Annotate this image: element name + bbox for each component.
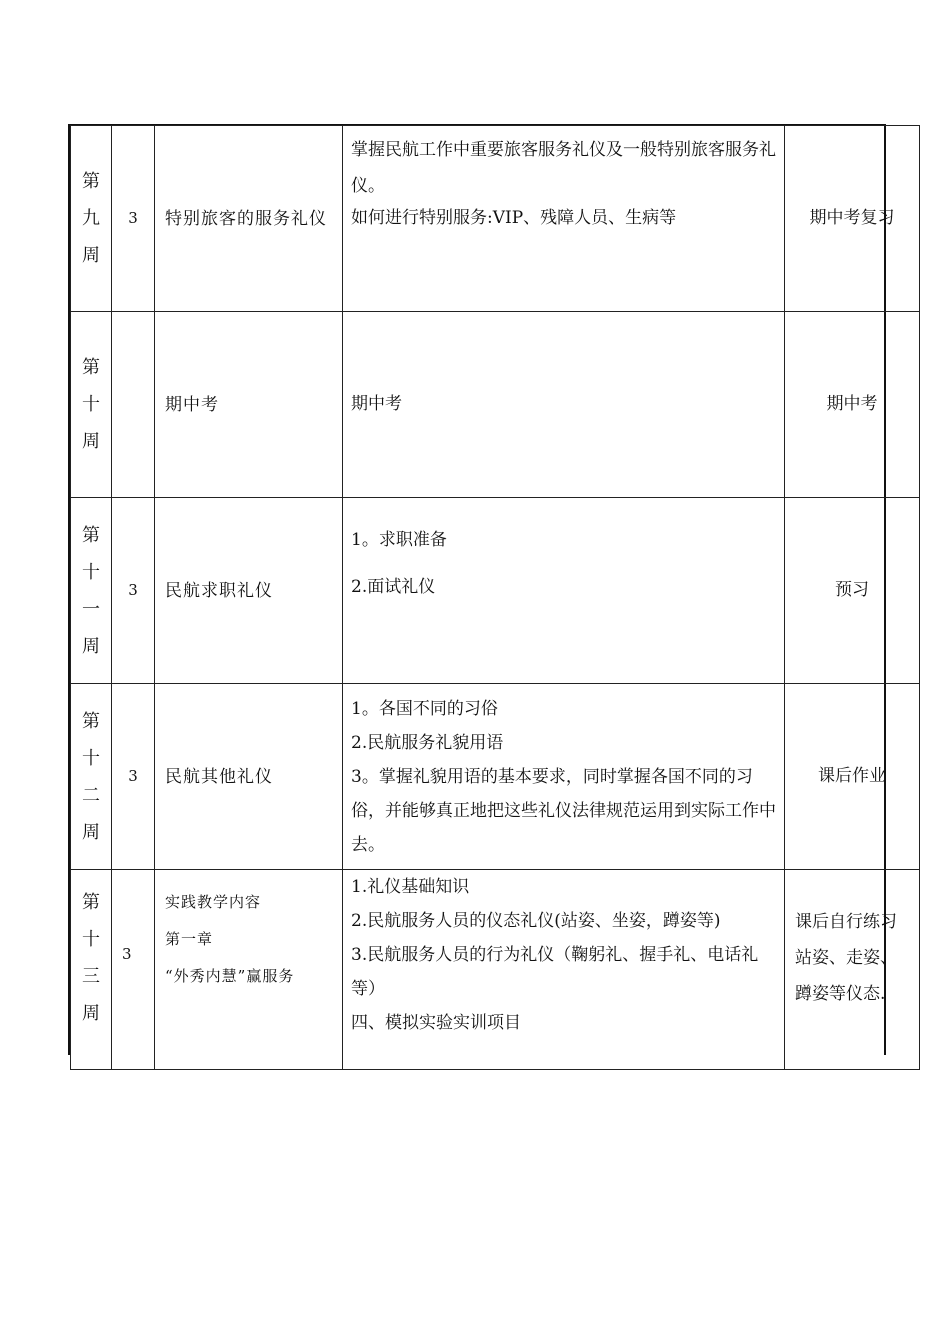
hours-cell: 3 — [112, 126, 155, 312]
content-line: 1.礼仪基础知识 — [351, 877, 470, 897]
topic-cell: 期中考 — [155, 312, 343, 498]
content-cell — [343, 498, 785, 684]
week-char: 一 — [82, 598, 100, 620]
week-char: 周 — [82, 635, 100, 657]
topic-cell: 民航求职礼仪 — [155, 498, 343, 684]
week-char: 三 — [82, 966, 100, 987]
topic-cell: 民航其他礼仪 — [155, 684, 343, 870]
table-row — [71, 498, 920, 684]
week-char: 十 — [82, 747, 100, 769]
content-line: 2.民航服务人员的仪态礼仪(站姿、坐姿，蹲姿等) — [351, 911, 721, 931]
content-line: 3.民航服务人员的行为礼仪（鞠躬礼、握手礼、电话礼等） — [351, 945, 759, 999]
week-cell — [71, 684, 112, 870]
hours-cell: 3 — [112, 684, 155, 870]
content-line: 2.面试礼仪 — [351, 577, 436, 597]
content-line: 1。各国不同的习俗 — [351, 698, 498, 719]
content-cell — [343, 312, 785, 498]
homework-cell: 期中考 — [785, 312, 920, 498]
week-char: 周 — [82, 245, 100, 266]
week-char: 十 — [82, 929, 100, 950]
topic-cell — [155, 870, 343, 1070]
week-char: 周 — [82, 431, 100, 452]
week-char: 十 — [82, 561, 100, 583]
week-cell — [71, 870, 112, 1070]
week-char: 九 — [82, 208, 100, 229]
content-line: 四、模拟实验实训项目 — [351, 1013, 521, 1033]
topic-cell: 特别旅客的服务礼仪 — [155, 126, 343, 312]
content-line: 3。掌握礼貌用语的基本要求，同时掌握各国不同的习俗，并能够真正地把这些礼仪法律规范运用到实际工作中去。 — [351, 766, 776, 855]
table-row — [71, 870, 920, 1070]
topic-line: 实践教学内容 — [165, 893, 262, 911]
content-line: 掌握民航工作中重要旅客服务礼仪及一般特别旅客服务礼仪。 — [351, 140, 776, 196]
week-char: 第 — [82, 892, 100, 913]
week-char: 第 — [82, 357, 100, 378]
topic-line: 第一章 — [165, 930, 214, 948]
hours-cell — [112, 312, 155, 498]
hours-cell: 3 — [112, 498, 155, 684]
content-line: 期中考 — [351, 394, 402, 414]
week-char: 第 — [82, 171, 100, 192]
content-cell — [343, 870, 785, 1070]
week-cell — [71, 312, 112, 498]
homework-cell: 期中考复习 — [785, 126, 920, 312]
schedule-sheet — [68, 124, 897, 1055]
topic-line: “外秀内慧”赢服务 — [165, 967, 295, 985]
hours-cell: 3 — [112, 870, 155, 1070]
homework-cell: 课后自行练习站姿、走姿、蹲姿等仪态. — [785, 870, 920, 1070]
content-cell — [343, 126, 785, 312]
week-char: 十 — [82, 394, 100, 415]
week-char: 第 — [82, 710, 100, 732]
week-cell — [71, 126, 112, 312]
week-char: 二 — [82, 784, 100, 806]
homework-cell: 课后作业 — [785, 684, 920, 870]
table-row — [71, 126, 920, 312]
week-char: 第 — [82, 524, 100, 546]
table-row — [71, 684, 920, 870]
table-row — [71, 312, 920, 498]
course-schedule-table — [70, 125, 920, 1070]
week-char: 周 — [82, 821, 100, 843]
content-line: 1。求职准备 — [351, 530, 447, 550]
homework-cell: 预习 — [785, 498, 920, 684]
week-char: 周 — [82, 1003, 100, 1024]
content-line: 如何进行特别服务:VIP、残障人员、生病等 — [351, 208, 677, 228]
content-line: 2.民航服务礼貌用语 — [351, 732, 504, 753]
week-cell — [71, 498, 112, 684]
content-cell — [343, 684, 785, 870]
